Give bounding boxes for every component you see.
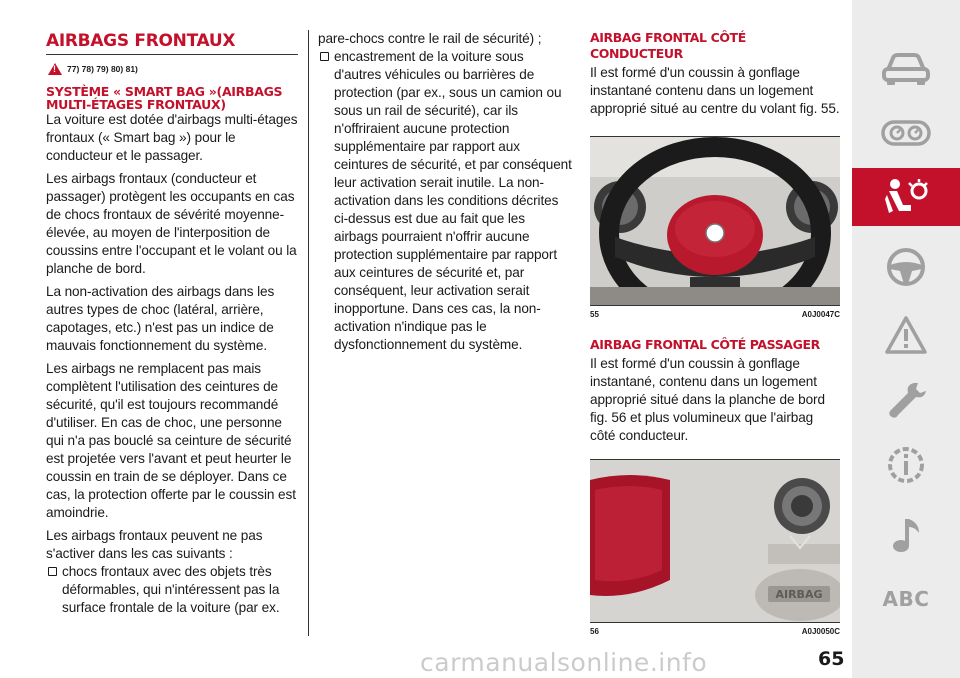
checkbox-bullet-icon [48, 567, 57, 576]
checkbox-bullet-icon [320, 52, 329, 61]
nav-index[interactable] [852, 570, 960, 628]
nav-safety[interactable] [852, 168, 960, 226]
nav-car[interactable] [852, 40, 960, 98]
warning-triangle-icon [884, 315, 928, 355]
figure-caption [590, 310, 840, 319]
warning-icon [48, 63, 62, 75]
figure-number: 56 [590, 627, 599, 636]
warning-refs-text: 77) 78) 79) 80) 81) [67, 64, 138, 74]
figure-55 [590, 136, 840, 319]
wrench-icon [884, 379, 928, 423]
bullet-text: chocs frontaux avec des objets très déformables, qui n'intéressent pas la surface frontale de la voiture (par ex. [62, 564, 280, 615]
figure-caption [590, 627, 840, 636]
column-left [46, 30, 298, 617]
settings-info-icon [884, 443, 928, 487]
warning-references [46, 61, 298, 77]
paragraph: Les airbags ne remplacent pas mais complètent l'utilisation des ceintures de sécurité, qu'il est toujours recommandé d'utiliser. En cas de choc, une personne qui n'a pas bouclé sa ceinture de sécurité est projetée vers l'avant et peut heurter le coussin en train de se déployer. Dans ce cas, la protection offerte par le coussin est amoindrie. [46, 361, 296, 520]
chapter-sidebar [852, 0, 960, 678]
figure-number: 55 [590, 310, 599, 319]
car-icon [882, 52, 930, 86]
bullet-item [46, 563, 298, 617]
column-left-body [46, 111, 298, 617]
paragraph: La non-activation des airbags dans les autres types de choc (latéral, arrière, capotages, etc.) n'est pas un indice de mauvais fonctionnement du système. [46, 284, 275, 353]
title-rule [46, 54, 298, 55]
nav-technical-data[interactable] [852, 436, 960, 494]
passenger-airbag-illustration [590, 460, 840, 622]
paragraph: Les airbags frontaux peuvent ne pas s'activer dans les cas suivants : [46, 528, 263, 561]
music-note-icon [889, 515, 923, 555]
paragraph: Les airbags frontaux (conducteur et passager) protègent les occupants en cas de chocs frontaux de sévérité moyenne-élevée, au moyen de l'interposition de coussins entre l'occupant et le volant ou la planche de bord. [46, 171, 297, 276]
figure-bottom-rule [590, 622, 840, 623]
figure-code: A0J0047C [801, 310, 840, 319]
airbag-seat-icon [883, 177, 929, 217]
subsection-title [46, 85, 298, 111]
column-middle [318, 30, 572, 354]
column-right [590, 30, 840, 636]
nav-multimedia[interactable] [852, 506, 960, 564]
figure-code: A0J0050C [801, 627, 840, 636]
steering-wheel-icon [886, 247, 926, 287]
nav-dashboard[interactable] [852, 104, 960, 162]
paragraph: pare-chocs contre le rail de sécurité) ; [318, 31, 542, 46]
passenger-airbag-title: AIRBAG FRONTAL CÔTÉ PASSAGER [590, 337, 820, 352]
passenger-airbag-photo [590, 460, 840, 622]
nav-maintenance[interactable] [852, 372, 960, 430]
driver-airbag-text: Il est formé d'un coussin à gonflage instantané contenu dans un logement approprié situé au centre du volant fig. 55. [590, 65, 840, 116]
steering-wheel-photo [590, 137, 840, 305]
subtitle-line-1: SYSTÈME « SMART BAG »(AIRBAGS [46, 84, 283, 99]
dashboard-gauges-icon [881, 120, 931, 146]
column-divider [308, 30, 309, 636]
airbag-label: AIRBAG [775, 588, 823, 601]
subtitle-line-2: MULTI-ÉTAGES FRONTAUX) [46, 97, 226, 112]
steering-wheel-illustration [590, 137, 840, 305]
watermark: carmanualsonline.info [420, 648, 708, 677]
page-number: 65 [818, 648, 845, 670]
passenger-airbag-text: Il est formé d'un coussin à gonflage instantané, contenu dans un logement approprié situé dans la planche de bord fig. 56 et plus volumineux que l'airbag côté conducteur. [590, 356, 825, 443]
figure-bottom-rule [590, 305, 840, 306]
nav-emergency[interactable] [852, 306, 960, 364]
bullet-item [318, 48, 572, 354]
index-abc-label: ABC [882, 587, 930, 611]
section-title: AIRBAGS FRONTAUX [46, 31, 236, 51]
paragraph: La voiture est dotée d'airbags multi-étages frontaux (« Smart bag ») pour le conducteur et le passager. [46, 112, 298, 163]
driver-airbag-title: AIRBAG FRONTAL CÔTÉ CONDUCTEUR [590, 30, 746, 61]
figure-56 [590, 459, 840, 636]
nav-driving[interactable] [852, 238, 960, 296]
bullet-text: encastrement de la voiture sous d'autres véhicules ou barrières de protection (par ex., sous un camion ou sous un rail de sécurité), car ils n'offriraient aucune protection supplémentaire par rapport aux ceintures de sécurité, et par conséquent leur activation serait inutile. La non-activation dans les conditions décrites ci-dessus est due au fait que les airbags pourraient n'offrir aucune protection supplémentaire par rapport aux ceintures de sécurité et, par conséquent, leur activation serait inopportune. Dans ces cas, la non-activation n'indique pas le dysfonctionnement du système. [334, 49, 572, 352]
